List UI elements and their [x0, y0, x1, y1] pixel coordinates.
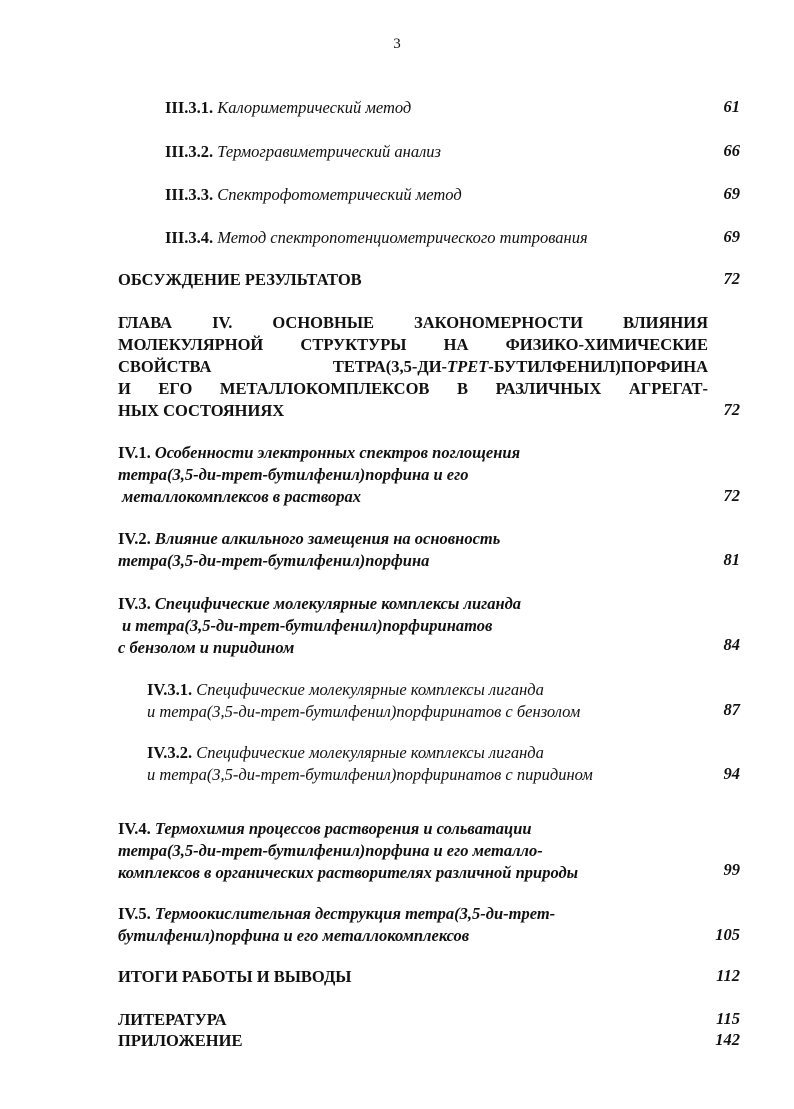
- entry-number: III.3.1.: [165, 98, 214, 117]
- entry-title: с бензолом и пиридином: [118, 638, 295, 657]
- entry-title: Специфические молекулярные комплексы лиганда: [196, 743, 544, 762]
- toc-entry-iii-3-4: [165, 227, 588, 249]
- entry-page: 94: [723, 764, 740, 783]
- chapter-line: ГЛАВА IV. ОСНОВНЫЕ ЗАКОНОМЕРНОСТИ ВЛИЯНИЯ: [118, 313, 708, 332]
- entry-title: бутилфенил)порфина и его металлокомплексов: [118, 926, 470, 945]
- entry-page: 61: [723, 97, 740, 116]
- entry-title: Спектрофотометрический метод: [217, 185, 462, 204]
- toc-entry-iv-5: [118, 903, 555, 947]
- entry-page: 72: [723, 400, 740, 419]
- entry-title: Термоокислительная деструкция тетра(3,5-ди-трет-: [154, 904, 556, 923]
- entry-page: 69: [723, 184, 740, 203]
- entry-number: III.3.2.: [165, 142, 214, 161]
- entry-page: 99: [723, 860, 740, 879]
- entry-page: 66: [723, 141, 740, 160]
- entry-title: Специфические молекулярные комплексы лиганда: [196, 680, 544, 699]
- entry-page: 69: [723, 227, 740, 246]
- entry-page: 72: [723, 486, 740, 505]
- toc-entry-iv-2: [118, 528, 500, 572]
- chapter-line-part: -БУТИЛФЕНИЛ)ПОРФИНА: [488, 357, 708, 376]
- entry-title: металлокомплексов в растворах: [122, 487, 362, 506]
- entry-page: 81: [723, 550, 740, 569]
- entry-page: 115: [716, 1009, 740, 1028]
- entry-number: III.3.4.: [165, 228, 214, 247]
- toc-entry-literature: ЛИТЕРАТУРА: [118, 1010, 227, 1029]
- toc-entry-iv-4: [118, 818, 578, 884]
- entry-page: 72: [723, 269, 740, 288]
- entry-number: IV.3.1.: [147, 680, 193, 699]
- entry-title: и тетра(3,5-ди-трет-бутилфенил)порфиринатов с бензолом: [147, 702, 581, 721]
- entry-title: Термогравиметрический анализ: [217, 142, 441, 161]
- chapter-iv-heading: [118, 312, 708, 422]
- toc-entry-iii-3-2: [165, 141, 441, 163]
- entry-title: и тетра(3,5-ди-трет-бутилфенил)порфиринатов с пиридином: [147, 765, 593, 784]
- entry-title: тетра(3,5-ди-трет-бутилфенил)порфина: [118, 551, 430, 570]
- entry-title: Калориметрический метод: [217, 98, 412, 117]
- entry-number: IV.2.: [118, 529, 151, 548]
- entry-number: IV.3.: [118, 594, 151, 613]
- toc-entry-appendix: ПРИЛОЖЕНИЕ: [118, 1031, 243, 1050]
- entry-title: Термохимия процессов растворения и сольватации: [154, 819, 532, 838]
- entry-page: 84: [723, 635, 740, 654]
- entry-title: тетра(3,5-ди-трет-бутилфенил)порфина и его металло-: [118, 841, 543, 860]
- entry-title: тетра(3,5-ди-трет-бутилфенил)порфина и его: [118, 465, 469, 484]
- entry-page: 112: [716, 966, 740, 985]
- chapter-line: И ЕГО МЕТАЛЛОКОМПЛЕКСОВ В РАЗЛИЧНЫХ АГРЕГАТ-: [118, 379, 708, 398]
- toc-entry-iv-3-1: [147, 679, 580, 723]
- entry-number: IV.5.: [118, 904, 151, 923]
- chapter-line-part: СВОЙСТВА ТЕТРА(3,5-ДИ-: [118, 357, 448, 376]
- toc-entry-iv-3-2: [147, 742, 593, 786]
- entry-title: комплексов в органических растворителях различной природы: [118, 863, 579, 882]
- entry-number: IV.4.: [118, 819, 151, 838]
- entry-page: 105: [715, 925, 740, 944]
- toc-entry-discussion: ОБСУЖДЕНИЕ РЕЗУЛЬТАТОВ: [118, 270, 362, 289]
- entry-page: 142: [715, 1030, 740, 1049]
- entry-title: Специфические молекулярные комплексы лиганда: [154, 594, 522, 613]
- entry-number: III.3.3.: [165, 185, 214, 204]
- entry-number: IV.3.2.: [147, 743, 193, 762]
- entry-title: и тетра(3,5-ди-трет-бутилфенил)порфиринатов: [122, 616, 493, 635]
- entry-title: Особенности электронных спектров поглощения: [154, 443, 521, 462]
- toc-entry-iv-3: [118, 593, 521, 659]
- entry-title: Влияние алкильного замещения на основность: [154, 529, 501, 548]
- chapter-line: [118, 356, 708, 378]
- toc-entry-iii-3-3: [165, 184, 462, 206]
- toc-entry-results: ИТОГИ РАБОТЫ И ВЫВОДЫ: [118, 967, 352, 986]
- chapter-line-italic: ТРЕТ: [447, 357, 489, 376]
- chapter-line: НЫХ СОСТОЯНИЯХ: [118, 401, 285, 420]
- page-number: 3: [393, 36, 401, 52]
- toc-entry-iii-3-1: [165, 97, 411, 119]
- entry-title: Метод спектропотенциометрического титрования: [217, 228, 588, 247]
- chapter-line: МОЛЕКУЛЯРНОЙ СТРУКТУРЫ НА ФИЗИКО-ХИМИЧЕСКИЕ: [118, 335, 708, 354]
- entry-page: 87: [723, 700, 740, 719]
- entry-number: IV.1.: [118, 443, 151, 462]
- toc-entry-iv-1: [118, 442, 520, 508]
